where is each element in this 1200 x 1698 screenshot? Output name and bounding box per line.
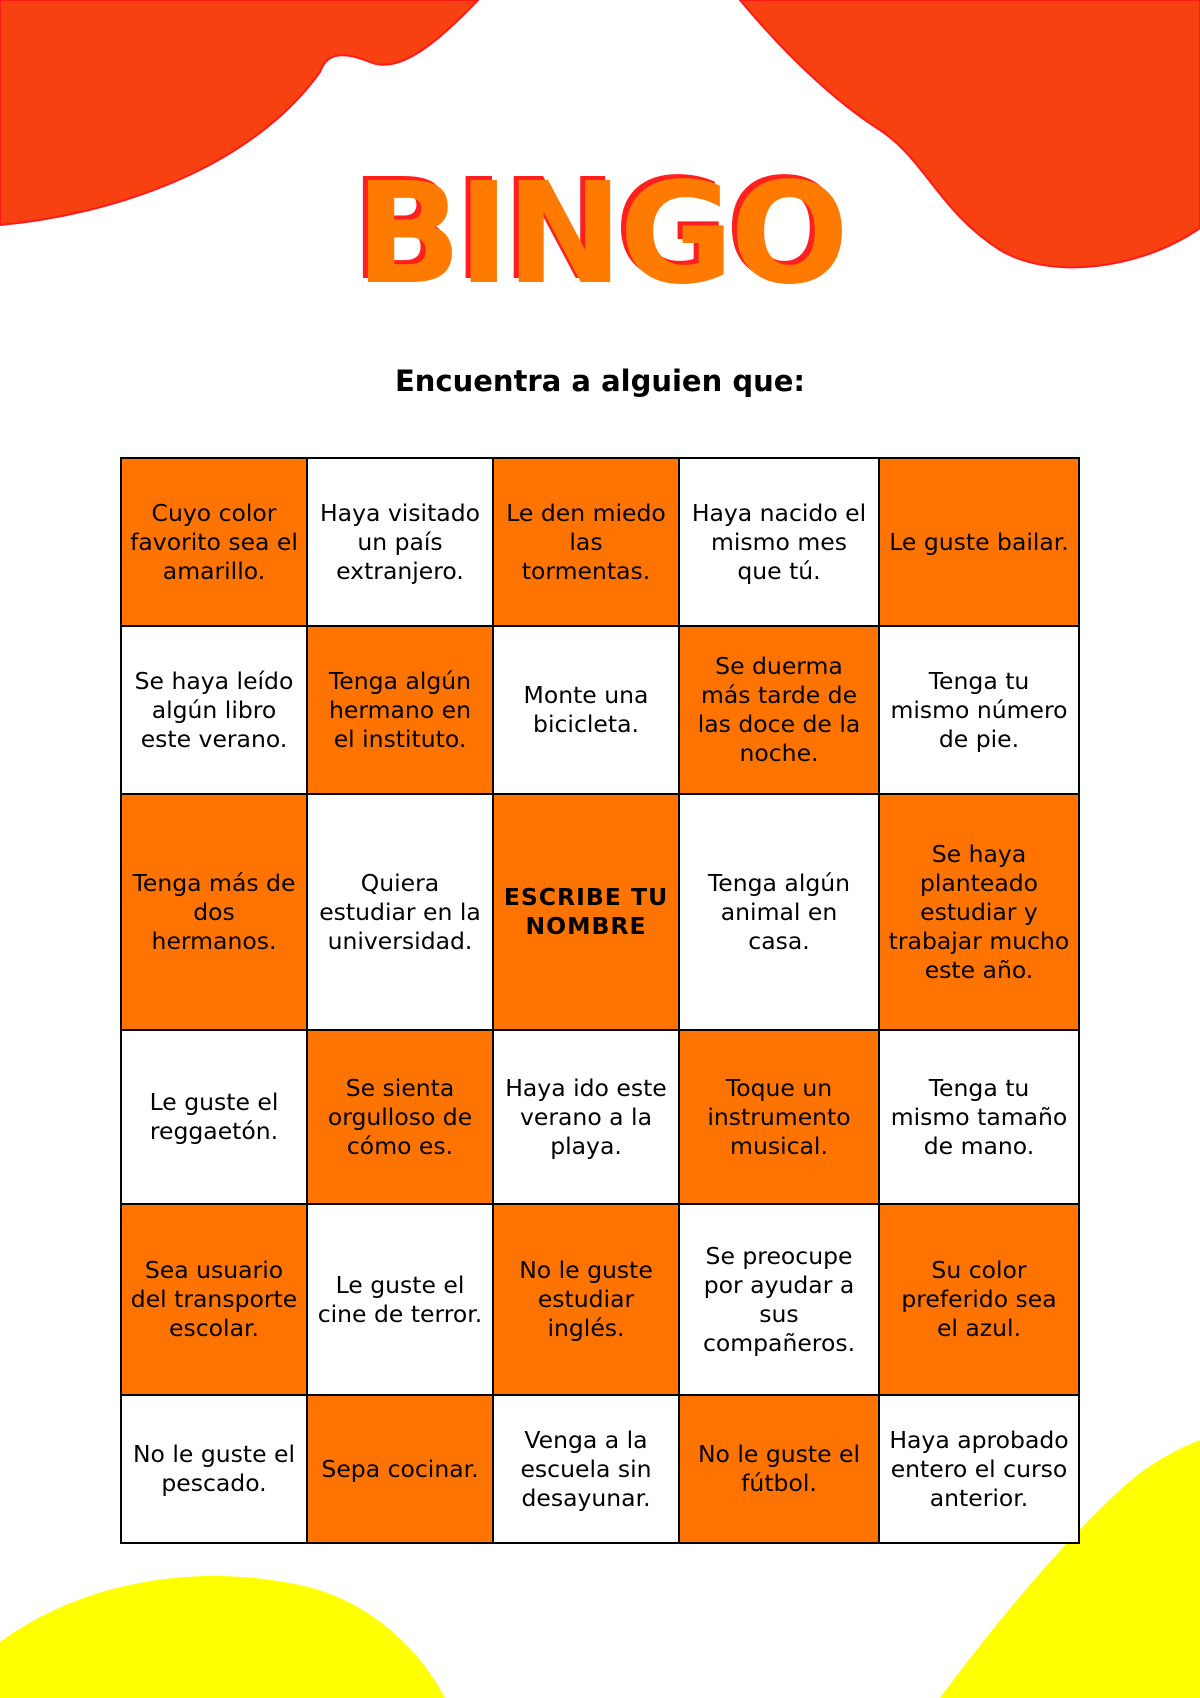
yellow-blob-left xyxy=(0,1576,445,1698)
bingo-cell[interactable]: Haya aprobado entero el curso anterior. xyxy=(879,1395,1079,1543)
bingo-cell[interactable]: Se haya planteado estudiar y trabajar mucho este año. xyxy=(879,794,1079,1030)
bingo-cell[interactable]: Tenga algún hermano en el instituto. xyxy=(307,626,493,794)
bingo-cell[interactable]: Le guste el reggaetón. xyxy=(121,1030,307,1204)
bingo-cell[interactable]: Sea usuario del transporte escolar. xyxy=(121,1204,307,1395)
subtitle: Encuentra a alguien que: xyxy=(394,364,806,398)
bingo-cell[interactable]: Se preocupe por ayudar a sus compañeros. xyxy=(679,1204,879,1395)
grid-row xyxy=(121,1395,1079,1543)
bingo-cell[interactable]: No le guste el pescado. xyxy=(121,1395,307,1543)
bingo-cell[interactable]: Le guste el cine de terror. xyxy=(307,1204,493,1395)
bingo-cell[interactable]: Haya nacido el mismo mes que tú. xyxy=(679,458,879,626)
bingo-cell[interactable]: Quiera estudiar en la universidad. xyxy=(307,794,493,1030)
bingo-cell[interactable]: Se sienta orgulloso de cómo es. xyxy=(307,1030,493,1204)
bingo-cell[interactable]: Tenga tu mismo tamaño de mano. xyxy=(879,1030,1079,1204)
free-space-cell[interactable]: ESCRIBE TU NOMBRE xyxy=(493,794,679,1030)
bingo-cell[interactable]: Sepa cocinar. xyxy=(307,1395,493,1543)
grid-row xyxy=(121,1204,1079,1395)
bingo-cell[interactable]: Toque un instrumento musical. xyxy=(679,1030,879,1204)
title-area xyxy=(0,153,1200,316)
grid-row xyxy=(121,794,1079,1030)
bingo-cell[interactable]: Venga a la escuela sin desayunar. xyxy=(493,1395,679,1543)
bingo-title: BINGO xyxy=(355,153,845,316)
bingo-cell[interactable]: Le den miedo las tormentas. xyxy=(493,458,679,626)
bingo-cell[interactable]: Tenga tu mismo número de pie. xyxy=(879,626,1079,794)
bingo-cell[interactable]: Haya visitado un país extranjero. xyxy=(307,458,493,626)
bingo-cell[interactable]: No le guste el fútbol. xyxy=(679,1395,879,1543)
grid-row xyxy=(121,626,1079,794)
bingo-grid xyxy=(120,457,1080,1544)
bingo-cell[interactable]: Se duerma más tarde de las doce de la noche. xyxy=(679,626,879,794)
bingo-cell[interactable]: No le guste estudiar inglés. xyxy=(493,1204,679,1395)
bingo-cell[interactable]: Tenga algún animal en casa. xyxy=(679,794,879,1030)
bingo-cell[interactable]: Se haya leído algún libro este verano. xyxy=(121,626,307,794)
grid-row xyxy=(121,1030,1079,1204)
bingo-cell[interactable]: Tenga más de dos hermanos. xyxy=(121,794,307,1030)
bingo-cell[interactable]: Su color preferido sea el azul. xyxy=(879,1204,1079,1395)
bingo-cell[interactable]: Cuyo color favorito sea el amarillo. xyxy=(121,458,307,626)
bingo-cell[interactable]: Haya ido este verano a la playa. xyxy=(493,1030,679,1204)
bingo-cell[interactable]: Le guste bailar. xyxy=(879,458,1079,626)
bingo-cell[interactable]: Monte una bicicleta. xyxy=(493,626,679,794)
grid-row xyxy=(121,458,1079,626)
